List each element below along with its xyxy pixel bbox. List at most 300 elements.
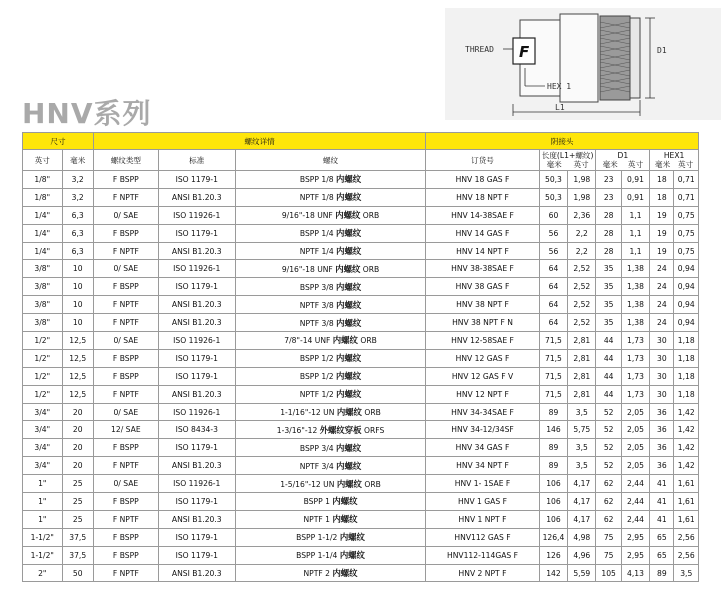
cell-type: F BSPP (93, 528, 158, 546)
cell-std: ISO 1179-1 (158, 224, 235, 242)
cell-h-mm: 65 (650, 528, 674, 546)
cell-mm: 37,5 (62, 528, 93, 546)
cell-thread (235, 224, 426, 242)
cell-d-in: 2,05 (621, 403, 649, 421)
cell-h-in: 1,18 (674, 367, 699, 385)
thread-kind: 内螺纹 (332, 568, 358, 579)
cell-d-in: 2,44 (621, 493, 649, 511)
table-row (23, 224, 699, 242)
group-thread-details: 螺纹详情 (93, 133, 425, 150)
thread-spec: BSPP 3/4 (299, 443, 337, 453)
cell-d-mm: 44 (596, 332, 621, 350)
cell-l-in: 2,81 (568, 367, 596, 385)
cell-thread (235, 421, 426, 439)
cell-d-in: 1,38 (621, 260, 649, 278)
cell-l-mm: 64 (539, 260, 567, 278)
cell-l-in: 2,52 (568, 314, 596, 332)
cell-inch: 1/4" (23, 242, 63, 260)
table-row (23, 242, 699, 260)
cell-std: ISO 1179-1 (158, 439, 235, 457)
cell-type: F NPTF (93, 385, 158, 403)
cell-l-in: 4,17 (568, 475, 596, 493)
table-row (23, 564, 699, 582)
cell-h-mm: 36 (650, 403, 674, 421)
cell-thread (235, 510, 426, 528)
cell-l-in: 4,17 (568, 510, 596, 528)
cell-l-mm: 64 (539, 296, 567, 314)
table-row (23, 314, 699, 332)
cell-l-mm: 64 (539, 314, 567, 332)
cell-h-in: 1,42 (674, 457, 699, 475)
cell-h-in: 1,18 (674, 385, 699, 403)
cell-mm: 20 (62, 421, 93, 439)
cell-h-in: 0,71 (674, 188, 699, 206)
thread-suffix: ORB (360, 211, 380, 221)
cell-std: ANSI B1.20.3 (158, 296, 235, 314)
cell-order: HNV 12 GAS F (426, 349, 539, 367)
cell-std: ANSI B1.20.3 (158, 242, 235, 260)
cell-h-in: 3,5 (674, 564, 699, 582)
cell-mm: 3,2 (62, 171, 93, 189)
cell-h-in: 0,94 (674, 260, 699, 278)
cell-h-in: 0,94 (674, 296, 699, 314)
cell-order: HNV 18 NPT F (426, 188, 539, 206)
thread-spec: BSPP 1-1/4 (296, 551, 340, 561)
cell-order: HNV 38-38SAE F (426, 260, 539, 278)
cell-thread (235, 188, 426, 206)
cell-h-in: 1,18 (674, 332, 699, 350)
cell-d-mm: 52 (596, 457, 621, 475)
cell-d-in: 1,73 (621, 332, 649, 350)
cell-type: F BSPP (93, 367, 158, 385)
cell-l-in: 2,52 (568, 278, 596, 296)
cell-order: HNV 12-58SAE F (426, 332, 539, 350)
cell-order: HNV112 GAS F (426, 528, 539, 546)
table-row (23, 457, 699, 475)
cell-mm: 10 (62, 296, 93, 314)
thread-spec: NPTF 1/2 (299, 390, 337, 400)
cell-l-in: 2,36 (568, 206, 596, 224)
cell-type: F BSPP (93, 171, 158, 189)
cell-l-mm: 71,5 (539, 332, 567, 350)
cell-std: ISO 11926-1 (158, 260, 235, 278)
group-header-row (23, 133, 699, 150)
cell-d-in: 2,44 (621, 475, 649, 493)
cell-h-mm: 30 (650, 385, 674, 403)
thread-spec: NPTF 1 (303, 515, 333, 525)
thread-kind: 内螺纹 (336, 460, 362, 471)
cell-l-mm: 50,3 (539, 171, 567, 189)
cell-mm: 37,5 (62, 546, 93, 564)
thread-spec: 1-5/16"-12 UN (280, 479, 337, 489)
cell-std: ISO 11926-1 (158, 475, 235, 493)
cell-thread (235, 546, 426, 564)
table-row (23, 367, 699, 385)
cell-std: ANSI B1.20.3 (158, 457, 235, 475)
cell-inch: 1/2" (23, 367, 63, 385)
thread-suffix: ORB (361, 408, 381, 418)
cell-d-mm: 23 (596, 171, 621, 189)
cell-h-in: 1,61 (674, 493, 699, 511)
cell-l-in: 3,5 (568, 439, 596, 457)
thread-kind: 内螺纹 (336, 407, 362, 418)
table-row (23, 421, 699, 439)
cell-type: F NPTF (93, 564, 158, 582)
cell-std: ANSI B1.20.3 (158, 510, 235, 528)
cell-mm: 50 (62, 564, 93, 582)
thread-kind: 内螺纹 (336, 228, 362, 239)
cell-inch: 3/4" (23, 457, 63, 475)
cell-d-mm: 52 (596, 403, 621, 421)
cell-order: HNV 38 GAS F (426, 278, 539, 296)
cell-mm: 10 (62, 278, 93, 296)
cell-d-mm: 62 (596, 510, 621, 528)
cell-l-in: 1,98 (568, 171, 596, 189)
cell-d-in: 1,38 (621, 278, 649, 296)
cell-d-mm: 28 (596, 206, 621, 224)
thread-suffix: ORB (360, 264, 380, 274)
cell-type: F BSPP (93, 278, 158, 296)
table-row (23, 260, 699, 278)
cell-mm: 20 (62, 439, 93, 457)
cell-d-in: 0,91 (621, 171, 649, 189)
cell-inch: 1/4" (23, 224, 63, 242)
spec-rows (23, 171, 699, 582)
cell-d-in: 1,1 (621, 206, 649, 224)
cell-std: ANSI B1.20.3 (158, 385, 235, 403)
length-title: 长度(L1+螺纹) (541, 151, 594, 160)
cell-l-mm: 106 (539, 493, 567, 511)
thread-spec: 7/8"-14 UNF (284, 336, 333, 346)
thread-spec: BSPP 1/2 (299, 354, 337, 364)
cell-l-in: 3,5 (568, 403, 596, 421)
nose-outline (630, 18, 640, 98)
cell-d-in: 1,38 (621, 296, 649, 314)
thread-spec: 1-1/16"-12 UN (280, 408, 337, 418)
column-header-row (23, 150, 699, 171)
cell-h-mm: 36 (650, 457, 674, 475)
thread-kind: 内螺纹 (332, 335, 358, 346)
cell-order: HNV 34 GAS F (426, 439, 539, 457)
cell-thread (235, 314, 426, 332)
cell-type: 0/ SAE (93, 332, 158, 350)
col-thread: 螺纹 (235, 150, 426, 171)
thread-spec: BSPP 1 (303, 497, 333, 507)
cell-mm: 25 (62, 493, 93, 511)
cell-h-in: 2,56 (674, 528, 699, 546)
cell-h-mm: 41 (650, 510, 674, 528)
cell-thread (235, 332, 426, 350)
cell-order: HNV 14-38SAE F (426, 206, 539, 224)
cell-h-mm: 36 (650, 421, 674, 439)
cell-inch: 1" (23, 493, 63, 511)
knurl-band (600, 16, 630, 100)
cell-thread (235, 528, 426, 546)
series-title: HNV系列 (22, 97, 152, 130)
cell-l-mm: 71,5 (539, 385, 567, 403)
cell-l-in: 2,2 (568, 224, 596, 242)
thread-kind: 内螺纹 (336, 389, 362, 400)
cell-d-mm: 75 (596, 528, 621, 546)
cell-l-in: 4,17 (568, 493, 596, 511)
thread-kind: 内螺纹 (336, 478, 362, 489)
cell-inch: 1/2" (23, 385, 63, 403)
cell-order: HNV 2 NPT F (426, 564, 539, 582)
cell-thread (235, 260, 426, 278)
cell-l-in: 4,98 (568, 528, 596, 546)
cell-l-in: 1,98 (568, 188, 596, 206)
cell-type: F BSPP (93, 439, 158, 457)
cell-h-mm: 41 (650, 475, 674, 493)
hex-mm: 毫米 (655, 160, 671, 169)
thread-kind: 内螺纹 (336, 281, 362, 292)
cell-h-in: 1,42 (674, 421, 699, 439)
hex-inch: 英寸 (677, 160, 694, 169)
cell-std: ISO 11926-1 (158, 403, 235, 421)
cell-h-mm: 41 (650, 493, 674, 511)
cell-order: HNV 14 GAS F (426, 224, 539, 242)
cell-type: F BSPP (93, 224, 158, 242)
cell-type: F NPTF (93, 314, 158, 332)
cell-l-in: 3,5 (568, 457, 596, 475)
thread-spec: BSPP 3/8 (299, 282, 337, 292)
cell-d-in: 0,91 (621, 188, 649, 206)
cell-d-in: 2,05 (621, 421, 649, 439)
cell-std: ISO 1179-1 (158, 367, 235, 385)
cell-mm: 25 (62, 475, 93, 493)
cell-thread (235, 385, 426, 403)
thread-kind: 内螺纹 (336, 442, 362, 453)
table-row (23, 296, 699, 314)
cell-h-in: 0,71 (674, 171, 699, 189)
cell-d-mm: 35 (596, 278, 621, 296)
cell-d-mm: 62 (596, 475, 621, 493)
cell-order: HNV 14 NPT F (426, 242, 539, 260)
cell-thread (235, 171, 426, 189)
cell-inch: 3/4" (23, 439, 63, 457)
cell-type: 0/ SAE (93, 260, 158, 278)
table-row (23, 439, 699, 457)
cell-std: ISO 1179-1 (158, 493, 235, 511)
cell-type: F NPTF (93, 188, 158, 206)
cell-l-mm: 89 (539, 439, 567, 457)
table-row (23, 493, 699, 511)
thread-spec: NPTF 1/8 (299, 193, 337, 203)
cell-thread (235, 278, 426, 296)
cell-h-in: 2,56 (674, 546, 699, 564)
cell-l-in: 2,81 (568, 349, 596, 367)
cell-inch: 1/4" (23, 206, 63, 224)
cell-l-mm: 71,5 (539, 349, 567, 367)
cell-h-mm: 89 (650, 564, 674, 582)
cell-h-in: 0,75 (674, 242, 699, 260)
coupling-diagram (445, 8, 721, 120)
cell-h-mm: 24 (650, 260, 674, 278)
cell-l-in: 2,52 (568, 296, 596, 314)
cell-inch: 3/8" (23, 314, 63, 332)
cell-order: HNV 38 NPT F N (426, 314, 539, 332)
table-row (23, 188, 699, 206)
cell-order: HNV112-114GAS F (426, 546, 539, 564)
cell-h-mm: 24 (650, 278, 674, 296)
thread-spec: NPTF 3/4 (299, 461, 337, 471)
cell-d-mm: 105 (596, 564, 621, 582)
cell-d-in: 1,73 (621, 385, 649, 403)
cell-thread (235, 403, 426, 421)
cell-mm: 3,2 (62, 188, 93, 206)
table-row (23, 332, 699, 350)
cell-std: ISO 1179-1 (158, 278, 235, 296)
cell-h-mm: 30 (650, 332, 674, 350)
cell-order: HNV 12 GAS F V (426, 367, 539, 385)
cell-d-in: 1,1 (621, 224, 649, 242)
cell-h-in: 1,42 (674, 439, 699, 457)
thread-suffix: ORB (361, 479, 381, 489)
cell-inch: 1" (23, 510, 63, 528)
cell-l-in: 2,52 (568, 260, 596, 278)
cell-h-mm: 36 (650, 439, 674, 457)
cell-d-mm: 35 (596, 260, 621, 278)
cell-h-mm: 30 (650, 349, 674, 367)
cell-d-in: 2,44 (621, 510, 649, 528)
col-length (539, 150, 596, 171)
thread-kind: 内螺纹 (339, 532, 365, 543)
cell-l-in: 5,59 (568, 564, 596, 582)
cell-h-in: 0,94 (674, 278, 699, 296)
cell-inch: 1-1/2" (23, 528, 63, 546)
cell-h-mm: 24 (650, 296, 674, 314)
cell-l-in: 4,96 (568, 546, 596, 564)
thread-kind: 内螺纹 (339, 550, 365, 561)
cell-d-in: 2,95 (621, 528, 649, 546)
cell-order: HNV 34-34SAE F (426, 403, 539, 421)
thread-suffix: ORB (357, 336, 377, 346)
thread-kind: 内螺纹 (335, 263, 361, 274)
group-female: 阴接头 (426, 133, 699, 150)
cell-d-mm: 35 (596, 314, 621, 332)
cell-std: ISO 11926-1 (158, 332, 235, 350)
cell-l-mm: 89 (539, 403, 567, 421)
cell-d-in: 2,05 (621, 457, 649, 475)
col-hex1 (650, 150, 699, 171)
cell-order: HNV 12 NPT F (426, 385, 539, 403)
cell-l-mm: 89 (539, 457, 567, 475)
thread-spec: BSPP 1/2 (299, 372, 337, 382)
cell-l-mm: 126 (539, 546, 567, 564)
cell-mm: 20 (62, 403, 93, 421)
cell-mm: 20 (62, 457, 93, 475)
col-d1 (596, 150, 650, 171)
cell-d-mm: 52 (596, 439, 621, 457)
table-row (23, 510, 699, 528)
cell-h-in: 0,75 (674, 224, 699, 242)
cell-thread (235, 475, 426, 493)
cell-d-in: 1,73 (621, 367, 649, 385)
cell-d-mm: 44 (596, 385, 621, 403)
cell-d-mm: 23 (596, 188, 621, 206)
hex-label: HEX 1 (547, 82, 572, 91)
cell-l-mm: 126,4 (539, 528, 567, 546)
thread-kind: 内螺纹 (336, 174, 362, 185)
cell-d-mm: 28 (596, 242, 621, 260)
cell-l-mm: 60 (539, 206, 567, 224)
cell-type: 0/ SAE (93, 475, 158, 493)
cell-d-mm: 44 (596, 349, 621, 367)
d1-inch: 英寸 (627, 160, 644, 169)
cell-h-mm: 19 (650, 206, 674, 224)
cell-inch: 1/8" (23, 171, 63, 189)
cell-inch: 2" (23, 564, 63, 582)
cell-std: ISO 1179-1 (158, 546, 235, 564)
thread-kind: 内螺纹 (336, 317, 362, 328)
cell-type: F NPTF (93, 510, 158, 528)
cell-order: HNV 1 GAS F (426, 493, 539, 511)
cell-d-in: 1,38 (621, 314, 649, 332)
cell-h-in: 1,18 (674, 349, 699, 367)
cell-thread (235, 367, 426, 385)
cell-order: HNV 1 NPT F (426, 510, 539, 528)
thread-spec: 9/16"-18 UNF (281, 264, 336, 274)
cell-l-mm: 106 (539, 475, 567, 493)
cell-mm: 12,5 (62, 385, 93, 403)
cell-l-in: 2,2 (568, 242, 596, 260)
cell-l-mm: 56 (539, 242, 567, 260)
table-row (23, 278, 699, 296)
col-inch: 英寸 (23, 150, 63, 171)
cell-h-in: 1,61 (674, 510, 699, 528)
table-row (23, 206, 699, 224)
cell-type: F NPTF (93, 242, 158, 260)
cell-std: ISO 1179-1 (158, 528, 235, 546)
hex1-title: HEX1 (663, 151, 685, 160)
cell-d-mm: 35 (596, 296, 621, 314)
table-row (23, 171, 699, 189)
cell-h-mm: 19 (650, 242, 674, 260)
cell-std: ANSI B1.20.3 (158, 564, 235, 582)
cell-type: F BSPP (93, 493, 158, 511)
length-mm: 毫米 (546, 160, 562, 169)
cell-inch: 1-1/2" (23, 546, 63, 564)
cell-d-in: 4,13 (621, 564, 649, 582)
cell-d-mm: 52 (596, 421, 621, 439)
thread-kind: 内螺纹 (336, 353, 362, 364)
cell-l-mm: 50,3 (539, 188, 567, 206)
cell-std: ANSI B1.20.3 (158, 188, 235, 206)
cell-inch: 1" (23, 475, 63, 493)
cell-order: HNV 34 NPT F (426, 457, 539, 475)
thread-spec: BSPP 1-1/2 (296, 533, 340, 543)
cell-mm: 25 (62, 510, 93, 528)
col-mm: 毫米 (62, 150, 93, 171)
cell-inch: 1/2" (23, 332, 63, 350)
thread-spec: NPTF 3/8 (299, 300, 337, 310)
cell-inch: 3/4" (23, 403, 63, 421)
table-row (23, 475, 699, 493)
thread-label: THREAD (465, 45, 494, 54)
col-standard: 标准 (158, 150, 235, 171)
cell-l-mm: 146 (539, 421, 567, 439)
col-thread-type: 螺纹类型 (93, 150, 158, 171)
cell-std: ISO 1179-1 (158, 349, 235, 367)
cell-mm: 10 (62, 314, 93, 332)
d1-title: D1 (617, 151, 629, 160)
thread-spec: BSPP 1/4 (299, 229, 337, 239)
spec-table (22, 132, 699, 582)
cell-thread (235, 296, 426, 314)
cell-type: F NPTF (93, 457, 158, 475)
cell-h-mm: 19 (650, 224, 674, 242)
cell-h-mm: 30 (650, 367, 674, 385)
